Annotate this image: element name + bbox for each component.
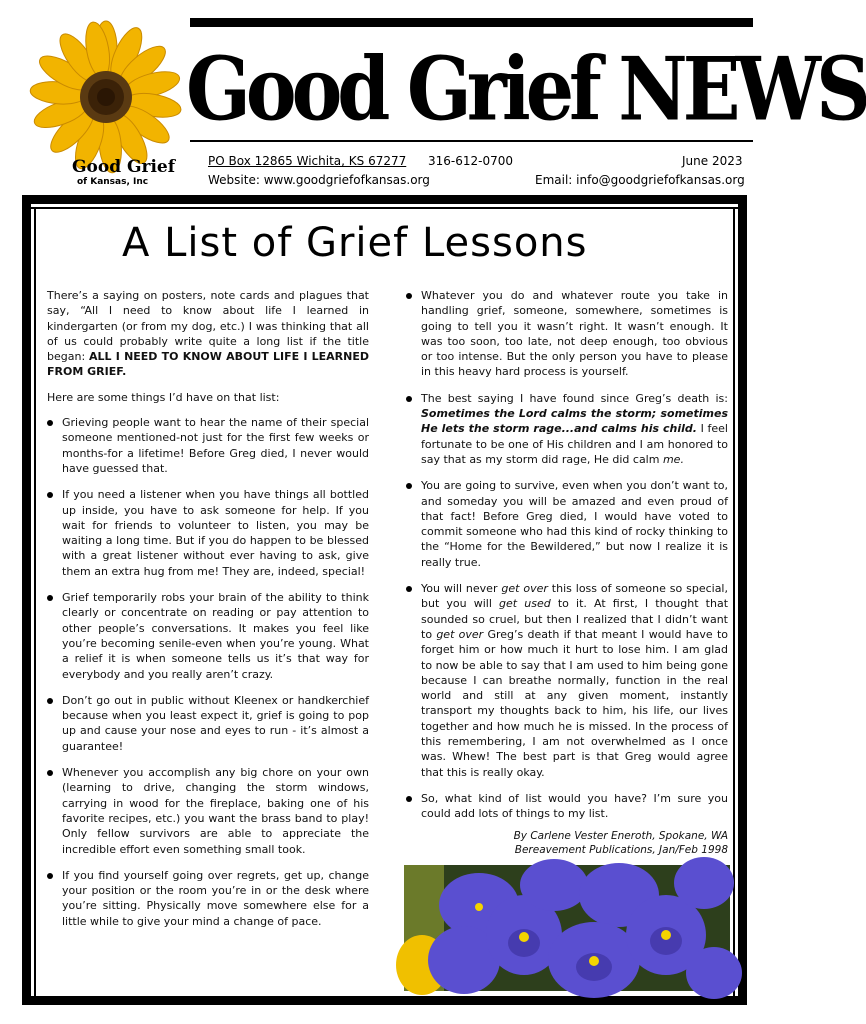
frame-top	[22, 195, 747, 204]
list-item-text: If you find yourself going over regrets, get up, change your position or the room you’re in or the desk where you’re sitting. Physically move somewhere else for a little while to give your mind a change of pace.	[62, 868, 369, 928]
list-item	[47, 590, 369, 682]
sunflower-image	[18, 25, 178, 173]
byline-source: Bereavement Publications, Jan/Feb 1998	[514, 843, 728, 856]
list-item	[406, 791, 728, 822]
list-item-text: to it. At first, I thought that sounded so cruel, but then I realized that I didn’t want to	[421, 597, 729, 641]
emphasis-text: get over	[436, 627, 484, 641]
phone: 316-612-0700	[428, 154, 514, 168]
list-item	[406, 288, 728, 380]
list-item-text: Grief temporarily robs your brain of the ability to think clearly or concentrate on reading or pay attention to other people’s conversations. It makes you feel like you’re becoming senile-even when you’re young. What a relief it is when someone tells us it’s that way for everybody and you really aren’t crazy.	[62, 591, 369, 681]
list-item-text: If you need a listener when you have things all bottled up inside, you have to ask someone for help. If you wait for friends to volunteer to listen, you may be waiting a long time. But if you do happen to be blessed with a great listener without ever having to ask, give them an extra hug from me! They are, indeed, special!	[62, 488, 369, 578]
list-item-text: Don’t go out in public without Kleenex or handkerchief because when you least expect it, grief is going to pop up and cause your nose and eyes to run - it’s almost a guarantee!	[62, 693, 369, 753]
bullet-icon	[406, 293, 412, 299]
list-item	[47, 415, 369, 476]
list-item-text: Grieving people want to hear the name of their special someone mentioned-not just for the first few weeks or months-for a lifetime! Before Greg died, I never would have guessed that.	[62, 416, 369, 475]
issue-date: June 2023	[682, 154, 743, 168]
lead-paragraph: Here are some things I’d have on that list:	[47, 390, 280, 404]
intro-paragraph	[47, 288, 369, 380]
frame-top-inner	[22, 207, 747, 209]
list-item	[47, 693, 369, 754]
bullet-icon	[47, 595, 53, 601]
left-list	[47, 415, 369, 929]
list-item-text: I feel fortunate to be one of His children and I am honored to say that as my storm did rage, He did calm	[421, 422, 728, 466]
emphasis-text: get over	[501, 582, 548, 596]
website[interactable]: Website: www.goodgriefofkansas.org	[208, 173, 430, 187]
right-list	[406, 288, 728, 822]
list-item	[47, 868, 369, 929]
logo-name: Good Grief	[72, 157, 176, 177]
list-item-text: So, what kind of list would you have? I’m sure you could add lots of things to my list.	[421, 791, 728, 821]
bullet-icon	[47, 873, 53, 879]
pansy-photo	[404, 865, 730, 991]
left-column	[47, 288, 369, 940]
list-item-text: Whenever you accomplish any big chore on your own (learning to drive, changing the storm windows, carrying in wood for the fireplace, baking one of his favorite recipes, etc.) you want the brass band to play! Only fellow survivors are able to appreciate the incredible effort even something small took.	[62, 766, 369, 856]
list-item-text: You are going to survive, even when you don’t want to, and someday you will be amazed and even proud of that fact! Before Greg died, I would have voted to commit someone who had this kind of rocky thinking to the “Home for the Bewildered,” but now I realize it is really true.	[421, 479, 728, 569]
bullet-icon	[406, 586, 412, 592]
bullet-icon	[406, 796, 412, 802]
frame-left-inner	[34, 207, 36, 1002]
list-item-text: You will never	[421, 582, 498, 596]
byline-author: By Carlene Vester Eneroth, Spokane, WA	[513, 829, 728, 842]
quote-text: Sometimes the Lord calms the storm; sometimes He lets the storm rage...and calms his child.	[421, 407, 728, 436]
masthead-rule	[190, 140, 753, 142]
emphasis-text: me.	[662, 452, 684, 466]
right-column	[406, 288, 728, 857]
article-title: A List of Grief Lessons	[122, 220, 588, 266]
frame-left	[22, 195, 31, 1005]
byline	[406, 829, 728, 857]
list-item	[406, 391, 728, 467]
masthead-title: Good Grief NEWS	[186, 38, 866, 141]
list-item-text: Whatever you do and whatever route you take in handling grief, someone, somewhere, sometimes is going to tell you it wasn’t right. It wasn’t enough. It was too soon, too late, not deep enough, too obvious or too intense. But the only person you have to please in this heavy hard process is yourself.	[421, 289, 728, 379]
list-item	[47, 487, 369, 579]
list-item-text: this loss of someone so special, but you will	[421, 582, 728, 611]
intro-bold-text: ALL I NEED TO KNOW ABOUT LIFE I LEARNED FROM GRIEF.	[47, 350, 369, 379]
bullet-icon	[47, 420, 53, 426]
frame-right	[738, 195, 747, 1005]
logo-subtitle: of Kansas, Inc	[77, 177, 149, 187]
bullet-icon	[47, 492, 53, 498]
emphasis-text: get used	[499, 597, 551, 611]
frame-bottom	[22, 996, 747, 1005]
email[interactable]: Email: info@goodgriefofkansas.org	[535, 173, 745, 187]
list-item	[406, 581, 728, 780]
intro-text: There’s a saying on posters, note cards and plagues that say, “All I need to know about life I learned in kindergarten (or from my dog, etc.) I was thinking that all of us could probably write quite a long list if the title began:	[47, 289, 369, 364]
list-item	[406, 478, 728, 570]
list-item-text: Greg’s death if that meant I would have to forget him or how much it hurt to lose him. I am glad to now be able to say that I am used to him being gone because I can breathe normally, function in the real world and still at any given moment, instantly transport my thoughts back to him, his life, our lives together and how much he is missed. In the process of this remembering, I am not overwhelmed as I once was. Whew! The best part is that Greg would agree that this is really okay.	[421, 627, 729, 779]
top-rule	[190, 18, 753, 27]
bullet-icon	[47, 698, 53, 704]
bullet-icon	[47, 770, 53, 776]
list-item-text: The best saying I have found since Greg’s death is:	[421, 391, 728, 405]
address: PO Box 12865 Wichita, KS 67277	[208, 154, 407, 168]
bullet-icon	[406, 483, 412, 489]
bullet-icon	[406, 396, 412, 402]
list-item	[47, 765, 369, 857]
